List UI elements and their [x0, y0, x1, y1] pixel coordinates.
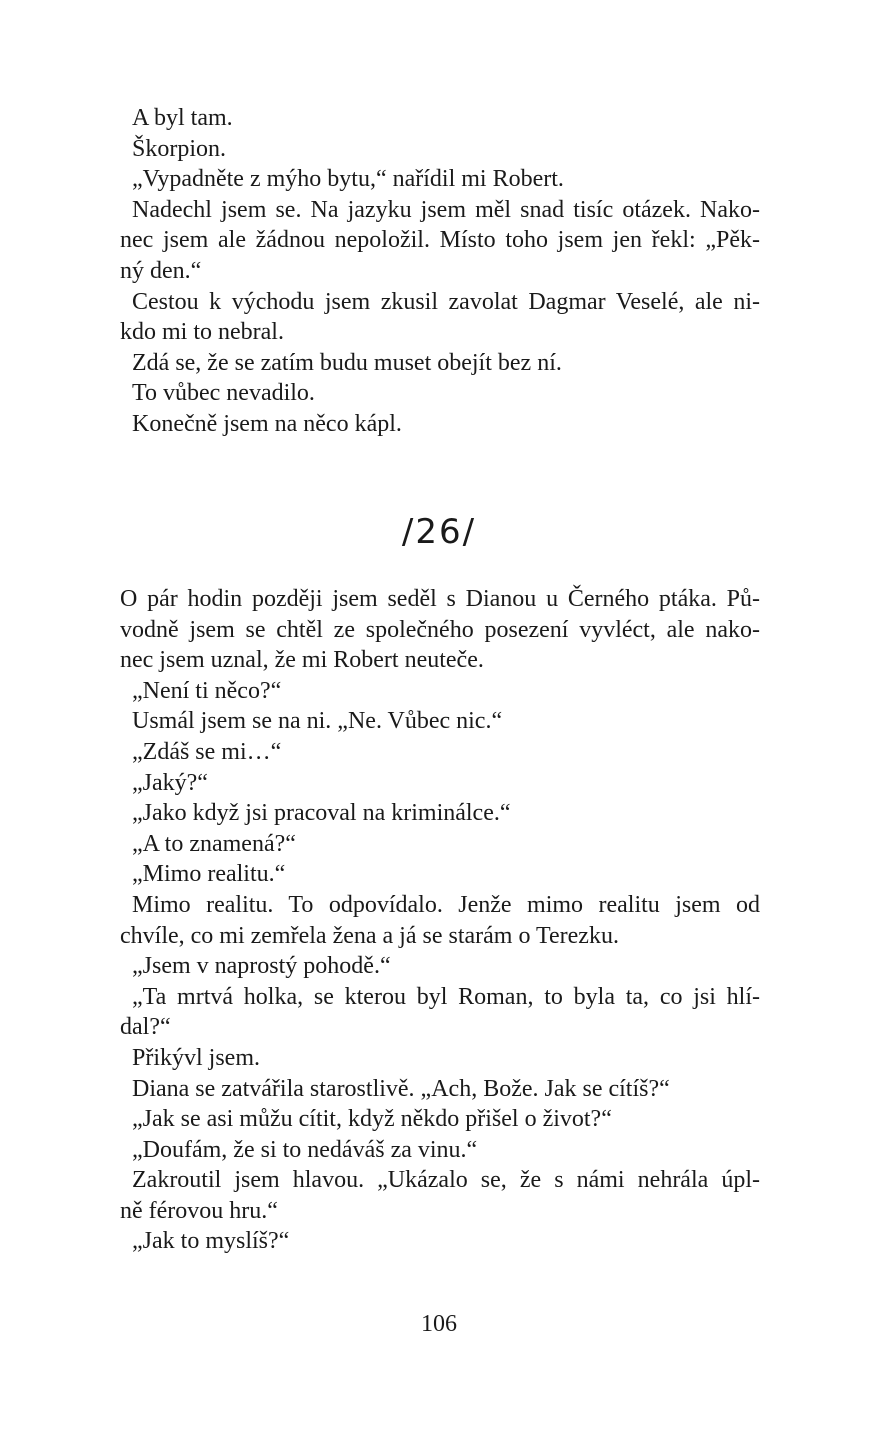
chapter-heading: /26/	[401, 512, 477, 552]
text-line: nec jsem ale žádnou nepoložil. Místo toho jsem jen řekl: „Pěk-	[120, 227, 760, 254]
text-line: „Jak to myslíš?“	[132, 1228, 290, 1255]
text-line: „Ta mrtvá holka, se kterou byl Roman, to byla ta, co jsi hlí-	[132, 983, 760, 1010]
text-line: „Jaký?“	[132, 769, 208, 796]
text-line: vodně jsem se chtěl ze společného posezení vyvléct, ale nako-	[120, 616, 760, 643]
text-line: Diana se zatvářila starostlivě. „Ach, Bože. Jak se cítíš?“	[132, 1075, 670, 1102]
text-line: Škorpion.	[132, 135, 227, 162]
text-line: Přikývl jsem.	[132, 1044, 261, 1071]
text-line: Zdá se, že se zatím budu muset obejít bez ní.	[132, 349, 562, 376]
text-line: ný den.“	[120, 257, 202, 284]
text-line: dal?“	[120, 1014, 171, 1041]
text-line: „Doufám, že si to nedáváš za vinu.“	[132, 1136, 478, 1163]
text-line: „Zdáš se mi…“	[132, 738, 282, 765]
text-line: Zakroutil jsem hlavou. „Ukázalo se, že s námi nehrála úpl-	[132, 1167, 760, 1194]
text-line: A byl tam.	[132, 105, 233, 131]
text-block-top	[120, 103, 760, 440]
text-line: „Mimo realitu.“	[132, 861, 286, 888]
page-number: 106	[421, 1311, 457, 1337]
text-line: „Vypadněte z mýho bytu,“ nařídil mi Robert.	[132, 166, 564, 193]
text-line: „Jsem v naprostý pohodě.“	[132, 953, 391, 980]
text-line: Usmál jsem se na ni. „Ne. Vůbec nic.“	[132, 708, 503, 735]
text-block-chapter-26	[120, 584, 760, 1257]
text-line: ně férovou hru.“	[120, 1197, 278, 1224]
text-line: „Jak se asi můžu cítit, když někdo přišel o život?“	[132, 1106, 612, 1133]
text-line: To vůbec nevadilo.	[132, 380, 315, 407]
text-line: „Jako když jsi pracoval na kriminálce.“	[132, 800, 511, 827]
text-line: „Není ti něco?“	[132, 677, 282, 704]
text-line: Cestou k východu jsem zkusil zavolat Dagmar Veselé, ale ni-	[132, 288, 760, 315]
text-line: Nadechl jsem se. Na jazyku jsem měl snad tisíc otázek. Nako-	[132, 196, 760, 223]
text-line: Mimo realitu. To odpovídalo. Jenže mimo realitu jsem od	[132, 891, 760, 918]
text-line: kdo mi to nebral.	[120, 319, 284, 346]
text-line: nec jsem uznal, že mi Robert neuteče.	[120, 647, 484, 674]
text-line: chvíle, co mi zemřela žena a já se starám o Terezku.	[120, 922, 619, 949]
text-line: O pár hodin později jsem seděl s Dianou u Černého ptáka. Pů-	[120, 586, 760, 612]
text-line: Konečně jsem na něco kápl.	[132, 410, 402, 437]
text-line: „A to znamená?“	[132, 830, 296, 857]
